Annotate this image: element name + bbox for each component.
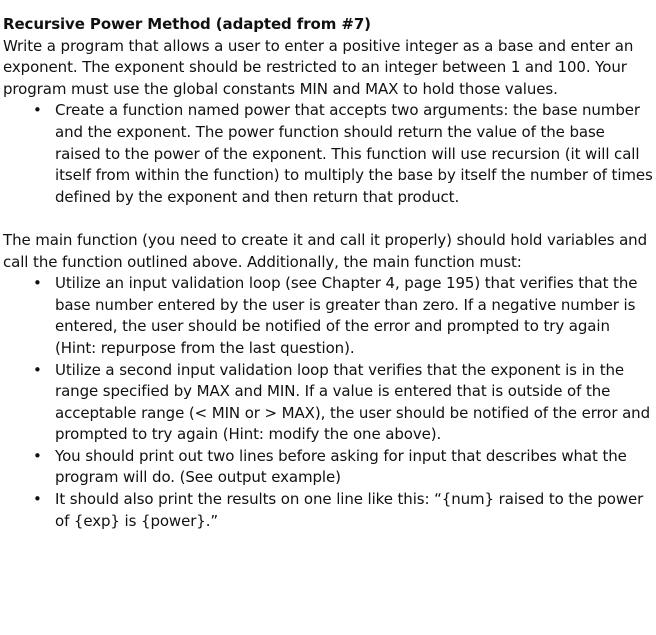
document [3,14,653,532]
paragraph-gap [3,208,653,230]
list-item-text: Utilize an input validation loop (see Chapter 4, page 195) that verifies that the base number entered by the user is greater than zero. If a negative number is entered, the user should be notified of the error and prompted to try again (Hint: repurpose from the last question). [55,274,638,357]
document-title: Recursive Power Method (adapted from #7) [3,15,371,33]
requirements-list-2 [3,273,653,532]
list-item [3,360,653,446]
list-item [3,489,653,532]
bullet-icon: • [33,446,42,465]
bullet-icon: • [33,101,42,120]
list-item-text: You should print out two lines before asking for input that describes what the program will do. (See output example) [55,446,627,487]
bullet-icon: • [33,274,42,293]
list-item-text: It should also print the results on one line like this: “{num} raised to the power of {exp} is {power}.” [55,490,644,530]
main-function-paragraph: The main function (you need to create it and call it properly) should hold variables and call the function outlined above. Additionally, the main function must: [3,230,648,271]
list-item [3,273,653,359]
bullet-icon: • [33,490,42,509]
list-item-text: Create a function named power that accepts two arguments: the base number and the exponent. The power function should return the value of the base raised to the power of the exponent. This function will use recursion (it will call itself from within the function) to multiply the base by itself the number of times defined by the exponent and then return that product. [55,101,653,206]
list-item [3,100,653,208]
list-item-text: Utilize a second input validation loop that verifies that the exponent is in the range specified by MAX and MIN. If a value is entered that is outside of the acceptable range (< MIN or > MAX), the user should be notified of the error and prompted to try again (Hint: modify the one above). [55,360,651,444]
requirements-list-1 [3,100,653,208]
bullet-icon: • [33,360,42,379]
list-item [3,446,653,489]
intro-paragraph: Write a program that allows a user to enter a positive integer as a base and enter an exponent. The exponent should be restricted to an integer between 1 and 100. Your program must use the global constants MIN and MAX to hold those values. [3,36,634,98]
